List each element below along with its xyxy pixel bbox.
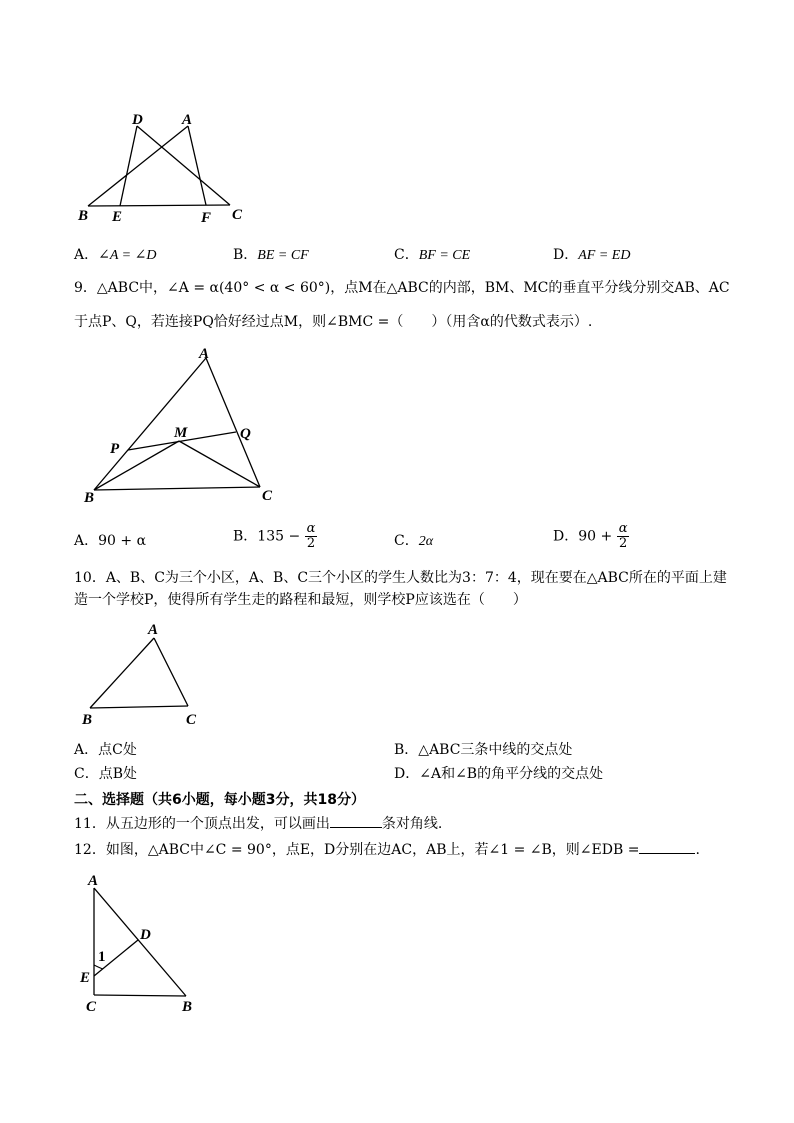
figure-2 <box>78 342 288 512</box>
angle-1-arc <box>94 965 103 969</box>
label-A: A <box>148 622 159 638</box>
label-E: E <box>112 209 123 225</box>
q9-option-a[interactable]: A．90 + α <box>74 533 147 549</box>
side-AB <box>90 638 154 708</box>
fraction: $\frac{\alpha}{2}$ <box>618 521 628 551</box>
q10-option-d[interactable]: D．∠A和∠B的角平分线的交点处 <box>394 766 604 782</box>
label-A: A <box>199 346 210 362</box>
answer-blank[interactable] <box>330 815 382 828</box>
q9-line-1: 9．△ABC中，∠A = α(40° < α < 60°)，点M在△ABC的内部，BM、MC的垂直平分线分别交AB、AC <box>74 280 730 296</box>
label-B: B <box>78 208 89 224</box>
q11: 11．从五边形的一个顶点出发，可以画出 条对角线. <box>74 816 443 832</box>
figure-1 <box>70 108 260 233</box>
line-BC <box>88 205 230 206</box>
q9-option-b[interactable]: B．135 − $\frac{\alpha}{2}$ <box>233 521 316 551</box>
line-DE <box>120 126 137 206</box>
label-F: F <box>201 210 212 226</box>
line-AB <box>88 126 188 206</box>
q9-option-d[interactable]: D．90 + $\frac{\alpha}{2}$ <box>553 521 628 551</box>
label-C: C <box>186 712 197 728</box>
side-BC <box>90 706 188 708</box>
answer-blank[interactable] <box>639 841 695 854</box>
label-P: P <box>110 441 120 457</box>
q12: 12．如图，△ABC中∠C = 90°，点E，D分别在边AC，AB上，若∠1 = ∠B，则∠EDB = . <box>74 842 700 858</box>
fraction: $\frac{\alpha}{2}$ <box>306 521 316 551</box>
q10-option-b[interactable]: B．△ABC三条中线的交点处 <box>394 742 573 758</box>
q10-option-a[interactable]: A．点C处 <box>74 742 137 758</box>
segment-MC <box>179 441 260 487</box>
label-M: M <box>174 425 188 441</box>
label-C: C <box>262 488 273 504</box>
side-BC <box>94 487 260 490</box>
line-AF <box>188 126 206 205</box>
figure-4 <box>76 868 206 1018</box>
line-DC <box>137 126 230 205</box>
side-AB <box>94 358 206 490</box>
section-heading: 二、选择题（共6小题，每小题3分，共18分） <box>74 792 365 808</box>
side-AC <box>206 358 260 487</box>
figure-3 <box>78 618 218 730</box>
label-C: C <box>86 999 97 1015</box>
label-D: D <box>132 112 143 128</box>
side-AC <box>154 638 188 706</box>
label-1: 1 <box>98 949 106 965</box>
q10-line-2: 造一个学校P，使得所有学生走的路程和最短，则学校P应该选在（ ） <box>74 592 527 608</box>
label-B: B <box>84 490 95 506</box>
q8-option-a[interactable]: A．∠A = ∠D <box>74 247 157 263</box>
q8-option-b[interactable]: B．BE = CF <box>233 247 309 263</box>
label-B: B <box>182 999 193 1015</box>
label-D: D <box>140 927 151 943</box>
q10-line-1: 10．A、B、C为三个小区，A、B、C三个小区的学生人数比为3：7：4，现在要在△ABC所在的平面上建 <box>74 570 727 586</box>
q8-option-c[interactable]: C．BF = CE <box>394 247 471 263</box>
q8-option-d[interactable]: D．AF = ED <box>553 247 631 263</box>
label-B: B <box>82 712 93 728</box>
label-C: C <box>232 207 243 223</box>
label-Q: Q <box>240 426 251 442</box>
label-A: A <box>182 112 193 128</box>
side-CB <box>94 995 186 996</box>
label-E: E <box>80 970 91 986</box>
q10-option-c[interactable]: C．点B处 <box>74 766 138 782</box>
q9-option-c[interactable]: C．2α <box>394 533 434 549</box>
label-A: A <box>88 873 99 889</box>
q9-line-2: 于点P、Q，若连接PQ恰好经过点M，则∠BMC =（ ）（用含α的代数式表示）. <box>74 314 593 330</box>
